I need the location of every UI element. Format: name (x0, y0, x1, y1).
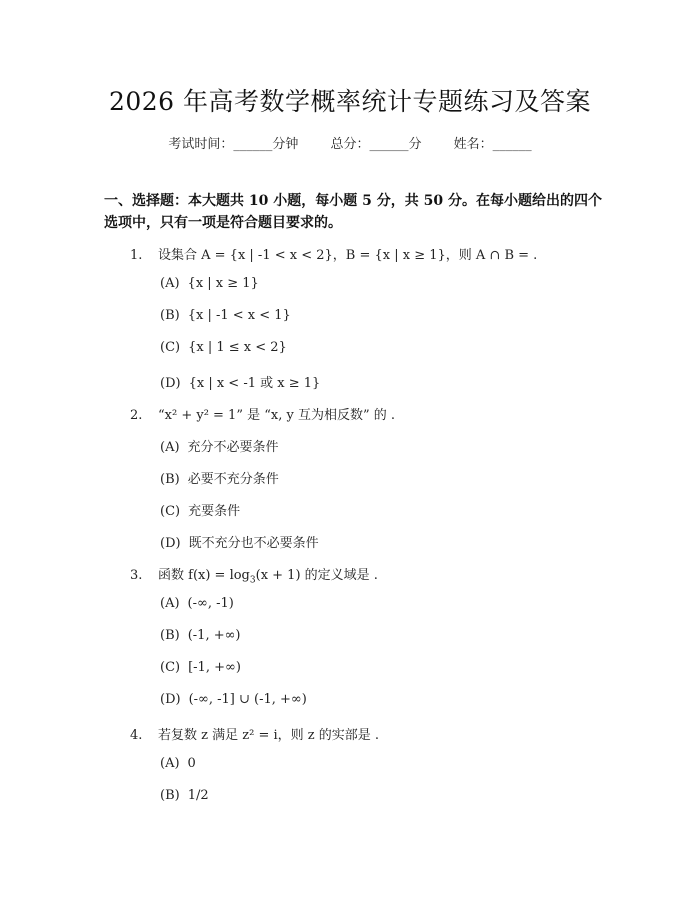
option-label: (D) (160, 376, 181, 391)
option-text: (-∞, -1] ∪ (-1, +∞) (188, 692, 307, 707)
document-title: 2026 年高考数学概率统计专题练习及答案 (108, 87, 592, 116)
total-score-field: 总分：______分 (330, 137, 422, 152)
question-3-option-b (160, 628, 241, 643)
student-name-field: 姓名：______ (453, 137, 532, 152)
section-heading: 一、选择题：本大题共 10 小题，每小题 5 分，共 50 分。在每小题给出的四个选项中，只有一项是符合题目要求的。 (104, 193, 602, 231)
question-3-option-a (160, 596, 234, 611)
option-text: 1/2 (187, 788, 209, 803)
option-text: {x | x ≥ 1} (187, 276, 259, 291)
exam-time-field: 考试时间：______分钟 (168, 137, 299, 152)
option-label: (A) (160, 276, 180, 291)
option-text: 充要条件 (188, 504, 241, 519)
option-text: 充分不必要条件 (187, 440, 279, 455)
question-1-option-d (160, 372, 320, 391)
question-4-option-a (160, 756, 196, 771)
option-text: (-1, +∞) (187, 628, 241, 643)
question-2 (130, 404, 395, 423)
question-number: 4. (130, 728, 143, 743)
question-1 (130, 244, 537, 263)
option-label: (D) (160, 536, 181, 551)
question-3 (130, 564, 378, 586)
option-label: (D) (160, 692, 181, 707)
question-4-option-b (160, 788, 209, 803)
option-text: [-1, +∞) (188, 660, 241, 675)
option-text: {x | 1 ≤ x < 2} (188, 340, 287, 355)
question-1-option-a (160, 276, 259, 291)
option-label: (C) (160, 504, 181, 519)
question-number: 2. (130, 408, 143, 423)
option-text: 必要不充分条件 (187, 472, 279, 487)
question-2-option-c (160, 500, 240, 519)
option-label: (B) (160, 308, 180, 323)
exam-meta-line (0, 133, 700, 152)
option-text: 0 (187, 756, 196, 771)
question-text: “x² + y² = 1” 是 “x, y 互为相反数” 的 . (158, 408, 396, 423)
option-text: (-∞, -1) (187, 596, 234, 611)
option-text: 既不充分也不必要条件 (188, 536, 319, 551)
option-label: (C) (160, 660, 181, 675)
option-label: (A) (160, 440, 180, 455)
option-text: {x | x < -1 或 x ≥ 1} (188, 376, 321, 391)
question-text: 设集合 A = {x | -1 < x < 2}，B = {x | x ≥ 1}，则 A ∩ B = . (158, 248, 538, 263)
question-2-option-b (160, 468, 279, 487)
question-text-before: 函数 f(x) = log (158, 568, 250, 583)
question-3-option-c (160, 660, 241, 675)
option-label: (A) (160, 756, 180, 771)
option-label: (C) (160, 340, 181, 355)
option-label: (B) (160, 788, 180, 803)
question-3-option-d (160, 692, 307, 707)
question-4 (130, 724, 379, 743)
question-text-after: (x + 1) 的定义域是 . (255, 568, 378, 583)
question-2-option-d (160, 532, 319, 551)
option-label: (B) (160, 628, 180, 643)
question-2-option-a (160, 436, 279, 455)
question-1-option-c (160, 340, 287, 355)
option-text: {x | -1 < x < 1} (187, 308, 291, 323)
question-1-option-b (160, 308, 291, 323)
question-text: 若复数 z 满足 z² = i，则 z 的实部是 . (158, 728, 380, 743)
question-number: 1. (130, 248, 143, 263)
option-label: (B) (160, 472, 180, 487)
option-label: (A) (160, 596, 180, 611)
question-number: 3. (130, 568, 143, 583)
log-base-subscript: 3 (249, 575, 256, 586)
